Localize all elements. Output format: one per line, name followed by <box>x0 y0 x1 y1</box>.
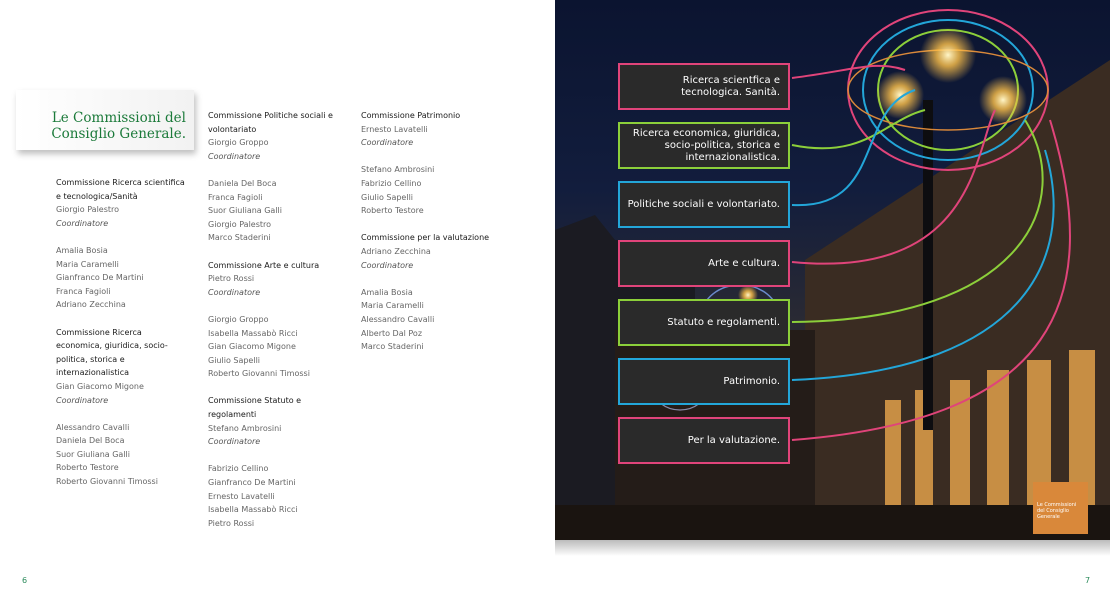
commission-box-ricerca-scientifica <box>618 63 790 110</box>
member: Giulio Sapelli <box>208 355 261 365</box>
coordinator-name: Adriano Zecchina <box>361 246 431 256</box>
member: Alberto Dal Poz <box>361 328 423 338</box>
page-number-left: 6 <box>22 576 28 585</box>
commission-box-label: Politiche sociali e volontariato. <box>627 198 780 210</box>
commission-box-ricerca-economica <box>618 122 790 169</box>
member: Isabella Massabò Ricci <box>208 505 298 515</box>
commission-box-statuto <box>618 299 790 346</box>
member: Roberto Testore <box>56 463 119 473</box>
member: Franca Fagioli <box>56 286 111 296</box>
column-3 <box>361 109 491 354</box>
member: Giulio Sapelli <box>361 192 414 202</box>
member: Maria Caramelli <box>361 301 424 311</box>
orange-badge <box>1033 482 1088 534</box>
member: Maria Caramelli <box>56 259 119 269</box>
commission-block <box>208 259 333 395</box>
coordinator-name: Gian Giacomo Migone <box>56 381 144 391</box>
coordinator-name: Ernesto Lavatelli <box>361 124 428 134</box>
commission-title: Commissione Statuto e regolamenti <box>208 396 302 420</box>
coordinator-name: Giorgio Palestro <box>56 205 120 215</box>
member: Marco Staderini <box>208 233 271 243</box>
member: Alessandro Cavalli <box>56 422 130 432</box>
page-title: Le Commissioni del Consiglio Generale. <box>51 110 186 142</box>
commission-box-valutazione <box>618 417 790 464</box>
commission-box-label: Per la valutazione. <box>687 434 780 446</box>
commission-title: Commissione Ricerca scientifica e tecnologica/Sanità <box>56 178 185 201</box>
commission-title: Commissione Ricerca economica, giuridica, socio-politica, storica e internazionalistica <box>56 327 168 378</box>
member: Giorgio Palestro <box>208 219 272 229</box>
member: Suor Giuliana Galli <box>56 449 130 459</box>
coordinator-label: Coordinatore <box>208 287 261 297</box>
column-2 <box>208 109 333 530</box>
member: Pietro Rossi <box>208 518 255 528</box>
member: Roberto Giovanni Timossi <box>208 369 310 379</box>
member: Adriano Zecchina <box>56 300 126 310</box>
coordinator-label: Coordinatore <box>208 151 261 161</box>
member: Gianfranco De Martini <box>208 478 296 488</box>
member: Giorgio Groppo <box>208 314 269 324</box>
badge-text: Le Commissioni del Consiglio Generale <box>1037 502 1077 520</box>
commission-box-politiche-sociali <box>618 181 790 228</box>
member: Fabrizio Cellino <box>208 464 269 474</box>
commission-title: Commissione Patrimonio <box>361 111 461 120</box>
title-box <box>16 90 194 150</box>
coordinator-label: Coordinatore <box>56 395 109 405</box>
member: Gianfranco De Martini <box>56 273 144 283</box>
member: Daniela Del Boca <box>56 436 125 446</box>
commission-block <box>208 109 333 259</box>
page-number-right: 7 <box>1085 576 1091 585</box>
commission-block <box>56 326 186 489</box>
coordinator-name: Stefano Ambrosini <box>208 423 282 433</box>
commission-box-label: Ricerca economica, giuridica, socio-politica, storica e internazionalistica. <box>632 127 780 163</box>
coordinator-name: Giorgio Groppo <box>208 138 269 148</box>
coordinator-label: Coordinatore <box>208 437 261 447</box>
member: Ernesto Lavatelli <box>208 491 275 501</box>
commission-box-label: Patrimonio. <box>723 375 780 387</box>
member: Gian Giacomo Migone <box>208 342 296 352</box>
member: Amalia Bosia <box>56 245 108 255</box>
member: Alessandro Cavalli <box>361 314 435 324</box>
member: Marco Staderini <box>361 342 424 352</box>
coordinator-name: Pietro Rossi <box>208 274 255 284</box>
member: Isabella Massabò Ricci <box>208 328 298 338</box>
commission-block <box>361 231 491 353</box>
commission-title: Commissione per la valutazione <box>361 233 490 243</box>
commission-box-patrimonio <box>618 358 790 405</box>
column-1 <box>56 176 186 489</box>
member: Amalia Bosia <box>361 287 413 297</box>
commission-box-label: Ricerca scientfica e tecnologica. Sanità. <box>681 74 780 98</box>
member: Roberto Testore <box>361 206 424 216</box>
member: Suor Giuliana Galli <box>208 206 282 216</box>
commission-title: Commissione Arte e cultura <box>208 260 320 270</box>
member: Roberto Giovanni Timossi <box>56 477 158 487</box>
commission-box-arte-cultura <box>618 240 790 287</box>
member: Daniela Del Boca <box>208 178 277 188</box>
coordinator-label: Coordinatore <box>361 260 414 270</box>
member: Stefano Ambrosini <box>361 165 435 175</box>
coordinator-label: Coordinatore <box>361 138 414 148</box>
commission-block <box>208 394 333 530</box>
commission-block <box>56 176 186 326</box>
coordinator-label: Coordinatore <box>56 218 109 228</box>
page-shadow <box>555 540 1110 556</box>
commission-box-label: Arte e cultura. <box>708 257 780 269</box>
member: Fabrizio Cellino <box>361 178 422 188</box>
member: Franca Fagioli <box>208 192 263 202</box>
commission-block <box>361 109 491 231</box>
commission-title: Commissione Politiche sociali e volontariato <box>208 111 333 134</box>
commission-box-label: Statuto e regolamenti. <box>667 316 780 328</box>
